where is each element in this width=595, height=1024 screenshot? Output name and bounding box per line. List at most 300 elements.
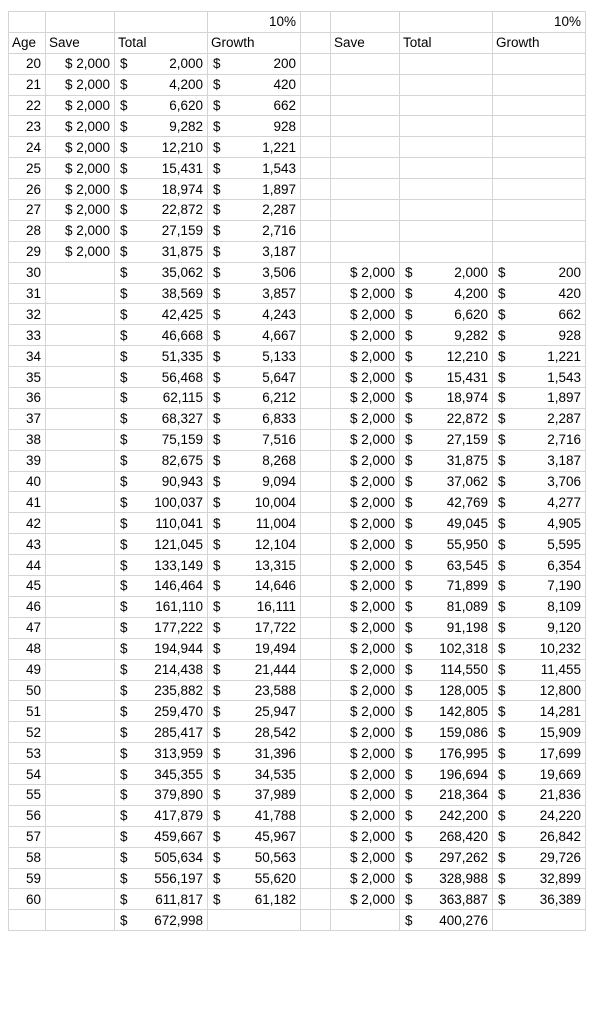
growth-cell[interactable] [208,680,301,701]
save-cell-2[interactable]: $ 2,000 [331,534,400,555]
spacer-cell[interactable] [301,555,331,576]
age-cell[interactable]: 52 [9,722,46,743]
age-cell[interactable]: 51 [9,701,46,722]
rate-label-left[interactable]: 10% [208,12,301,33]
spacer-cell[interactable] [301,325,331,346]
total-cell-2[interactable] [400,116,493,137]
total-cell-2[interactable] [400,137,493,158]
spacer-cell[interactable] [301,95,331,116]
age-cell[interactable]: 59 [9,868,46,889]
spacer-cell[interactable] [301,471,331,492]
spacer-cell[interactable] [301,74,331,95]
total-cell-2[interactable] [400,889,493,910]
growth-cell[interactable] [208,576,301,597]
total-cell[interactable] [115,408,208,429]
age-cell[interactable]: 24 [9,137,46,158]
growth-cell-2[interactable] [493,346,586,367]
growth-cell[interactable] [208,555,301,576]
age-cell[interactable]: 50 [9,680,46,701]
save-cell[interactable] [46,304,115,325]
save-cell[interactable] [46,367,115,388]
growth-cell-2[interactable] [493,722,586,743]
age-cell[interactable]: 30 [9,262,46,283]
growth-cell-2[interactable] [493,617,586,638]
save-cell[interactable] [46,680,115,701]
spacer-cell[interactable] [301,241,331,262]
age-cell[interactable]: 32 [9,304,46,325]
total-cell-2[interactable] [400,471,493,492]
growth-cell-2[interactable] [493,241,586,262]
spacer-cell[interactable] [301,617,331,638]
total-cell[interactable] [115,889,208,910]
final-total-left[interactable] [115,910,208,931]
age-cell[interactable]: 49 [9,659,46,680]
age-cell[interactable]: 26 [9,179,46,200]
total-cell[interactable] [115,784,208,805]
growth-cell-2[interactable] [493,576,586,597]
age-cell[interactable]: 21 [9,74,46,95]
save-cell-2[interactable] [331,220,400,241]
save-cell-2[interactable]: $ 2,000 [331,784,400,805]
spacer-cell[interactable] [301,513,331,534]
save-cell[interactable] [46,617,115,638]
save-cell[interactable] [46,325,115,346]
growth-cell-2[interactable] [493,304,586,325]
spacer-cell[interactable] [301,429,331,450]
save-cell-2[interactable]: $ 2,000 [331,638,400,659]
growth-cell[interactable] [208,283,301,304]
total-cell-2[interactable] [400,304,493,325]
spacer-cell[interactable] [301,220,331,241]
growth-cell-2[interactable] [493,784,586,805]
spacer-cell[interactable] [301,576,331,597]
save-cell-2[interactable] [331,74,400,95]
age-cell[interactable]: 53 [9,743,46,764]
header-total[interactable]: Total [115,32,208,53]
growth-cell-2[interactable] [493,367,586,388]
total-cell[interactable] [115,555,208,576]
total-cell[interactable] [115,764,208,785]
save-cell[interactable] [46,492,115,513]
save-cell[interactable] [46,346,115,367]
empty-cell[interactable] [208,910,301,931]
save-cell-2[interactable]: $ 2,000 [331,408,400,429]
growth-cell[interactable] [208,889,301,910]
growth-cell[interactable] [208,450,301,471]
spacer-cell[interactable] [301,408,331,429]
total-cell-2[interactable] [400,534,493,555]
save-cell[interactable] [46,805,115,826]
total-cell[interactable] [115,325,208,346]
save-cell[interactable]: $ 2,000 [46,200,115,221]
growth-cell[interactable] [208,743,301,764]
save-cell-2[interactable] [331,95,400,116]
growth-cell-2[interactable] [493,450,586,471]
total-cell-2[interactable] [400,722,493,743]
growth-cell-2[interactable] [493,680,586,701]
growth-cell-2[interactable] [493,638,586,659]
save-cell-2[interactable] [331,116,400,137]
save-cell-2[interactable]: $ 2,000 [331,889,400,910]
growth-cell[interactable] [208,200,301,221]
total-cell[interactable] [115,53,208,74]
age-cell[interactable]: 42 [9,513,46,534]
growth-cell-2[interactable] [493,74,586,95]
age-cell[interactable]: 56 [9,805,46,826]
total-cell[interactable] [115,701,208,722]
age-cell[interactable]: 60 [9,889,46,910]
save-cell[interactable] [46,576,115,597]
total-cell[interactable] [115,868,208,889]
growth-cell[interactable] [208,53,301,74]
total-cell-2[interactable] [400,555,493,576]
empty-cell[interactable] [493,910,586,931]
growth-cell[interactable] [208,492,301,513]
spacer-cell[interactable] [301,596,331,617]
save-cell[interactable] [46,262,115,283]
save-cell-2[interactable]: $ 2,000 [331,743,400,764]
total-cell[interactable] [115,492,208,513]
total-cell-2[interactable] [400,262,493,283]
total-cell[interactable] [115,450,208,471]
spacer-cell[interactable] [301,158,331,179]
spacer-cell[interactable] [301,283,331,304]
save-cell[interactable] [46,388,115,409]
total-cell[interactable] [115,158,208,179]
save-cell-2[interactable]: $ 2,000 [331,868,400,889]
growth-cell-2[interactable] [493,764,586,785]
save-cell[interactable] [46,701,115,722]
save-cell-2[interactable]: $ 2,000 [331,722,400,743]
growth-cell[interactable] [208,471,301,492]
total-cell-2[interactable] [400,764,493,785]
save-cell[interactable] [46,847,115,868]
save-cell[interactable] [46,596,115,617]
save-cell[interactable]: $ 2,000 [46,179,115,200]
spacer-cell[interactable] [301,805,331,826]
save-cell-2[interactable]: $ 2,000 [331,346,400,367]
growth-cell-2[interactable] [493,743,586,764]
growth-cell[interactable] [208,158,301,179]
total-cell-2[interactable] [400,492,493,513]
growth-cell[interactable] [208,868,301,889]
header-growth-2[interactable]: Growth [493,32,586,53]
total-cell[interactable] [115,471,208,492]
total-cell-2[interactable] [400,784,493,805]
save-cell[interactable] [46,868,115,889]
save-cell-2[interactable]: $ 2,000 [331,680,400,701]
save-cell-2[interactable]: $ 2,000 [331,283,400,304]
age-cell[interactable]: 35 [9,367,46,388]
growth-cell[interactable] [208,638,301,659]
growth-cell[interactable] [208,701,301,722]
spacer-cell[interactable] [301,764,331,785]
growth-cell[interactable] [208,388,301,409]
growth-cell-2[interactable] [493,325,586,346]
growth-cell[interactable] [208,325,301,346]
total-cell[interactable] [115,304,208,325]
growth-cell-2[interactable] [493,868,586,889]
growth-cell[interactable] [208,805,301,826]
total-cell-2[interactable] [400,429,493,450]
age-cell[interactable]: 43 [9,534,46,555]
growth-cell[interactable] [208,95,301,116]
save-cell-2[interactable]: $ 2,000 [331,304,400,325]
age-cell[interactable]: 54 [9,764,46,785]
growth-cell[interactable] [208,764,301,785]
age-cell[interactable]: 37 [9,408,46,429]
age-cell[interactable]: 33 [9,325,46,346]
growth-cell-2[interactable] [493,701,586,722]
save-cell[interactable]: $ 2,000 [46,95,115,116]
save-cell[interactable] [46,513,115,534]
save-cell-2[interactable]: $ 2,000 [331,764,400,785]
total-cell[interactable] [115,388,208,409]
age-cell[interactable]: 28 [9,220,46,241]
save-cell[interactable] [46,889,115,910]
save-cell-2[interactable]: $ 2,000 [331,513,400,534]
growth-cell[interactable] [208,513,301,534]
growth-cell-2[interactable] [493,429,586,450]
total-cell[interactable] [115,116,208,137]
save-cell[interactable] [46,555,115,576]
save-cell-2[interactable]: $ 2,000 [331,701,400,722]
save-cell[interactable] [46,826,115,847]
save-cell-2[interactable] [331,137,400,158]
spacer-cell[interactable] [301,346,331,367]
total-cell-2[interactable] [400,367,493,388]
growth-cell-2[interactable] [493,200,586,221]
age-cell[interactable]: 44 [9,555,46,576]
total-cell[interactable] [115,179,208,200]
growth-cell-2[interactable] [493,889,586,910]
save-cell-2[interactable]: $ 2,000 [331,826,400,847]
spacer-cell[interactable] [301,826,331,847]
save-cell-2[interactable]: $ 2,000 [331,492,400,513]
total-cell[interactable] [115,220,208,241]
save-cell-2[interactable]: $ 2,000 [331,325,400,346]
final-total-right[interactable] [400,910,493,931]
age-cell[interactable]: 41 [9,492,46,513]
total-cell-2[interactable] [400,220,493,241]
growth-cell-2[interactable] [493,847,586,868]
total-cell-2[interactable] [400,659,493,680]
growth-cell-2[interactable] [493,513,586,534]
total-cell[interactable] [115,241,208,262]
growth-cell-2[interactable] [493,116,586,137]
save-cell-2[interactable]: $ 2,000 [331,596,400,617]
age-cell[interactable]: 20 [9,53,46,74]
growth-cell-2[interactable] [493,158,586,179]
growth-cell[interactable] [208,429,301,450]
spacer-cell[interactable] [301,304,331,325]
spacer-cell[interactable] [301,868,331,889]
rate-label-right[interactable]: 10% [493,12,586,33]
save-cell-2[interactable] [331,53,400,74]
growth-cell-2[interactable] [493,534,586,555]
age-cell[interactable]: 48 [9,638,46,659]
spacer-cell[interactable] [301,450,331,471]
total-cell-2[interactable] [400,408,493,429]
growth-cell-2[interactable] [493,137,586,158]
spacer-cell[interactable] [301,659,331,680]
spacer-cell[interactable] [301,743,331,764]
save-cell-2[interactable]: $ 2,000 [331,262,400,283]
age-cell[interactable]: 29 [9,241,46,262]
total-cell[interactable] [115,659,208,680]
growth-cell-2[interactable] [493,179,586,200]
spacer-cell[interactable] [301,722,331,743]
growth-cell[interactable] [208,346,301,367]
total-cell-2[interactable] [400,617,493,638]
save-cell[interactable] [46,471,115,492]
save-cell[interactable]: $ 2,000 [46,116,115,137]
save-cell[interactable]: $ 2,000 [46,53,115,74]
growth-cell[interactable] [208,534,301,555]
growth-cell-2[interactable] [493,471,586,492]
total-cell-2[interactable] [400,596,493,617]
growth-cell-2[interactable] [493,95,586,116]
age-cell[interactable]: 46 [9,596,46,617]
spacer-cell[interactable] [301,137,331,158]
growth-cell-2[interactable] [493,659,586,680]
age-cell[interactable]: 55 [9,784,46,805]
header-growth[interactable]: Growth [208,32,301,53]
total-cell[interactable] [115,596,208,617]
total-cell[interactable] [115,137,208,158]
growth-cell[interactable] [208,784,301,805]
save-cell[interactable]: $ 2,000 [46,220,115,241]
total-cell-2[interactable] [400,179,493,200]
spacer-cell[interactable] [301,179,331,200]
age-cell[interactable]: 27 [9,200,46,221]
total-cell[interactable] [115,429,208,450]
growth-cell[interactable] [208,262,301,283]
total-cell-2[interactable] [400,743,493,764]
total-cell[interactable] [115,680,208,701]
total-cell[interactable] [115,743,208,764]
save-cell-2[interactable]: $ 2,000 [331,471,400,492]
spacer-cell[interactable] [301,889,331,910]
total-cell-2[interactable] [400,388,493,409]
spacer-cell[interactable] [301,680,331,701]
save-cell[interactable] [46,283,115,304]
age-cell[interactable]: 45 [9,576,46,597]
header-save-2[interactable]: Save [331,32,400,53]
total-cell-2[interactable] [400,346,493,367]
growth-cell-2[interactable] [493,805,586,826]
total-cell-2[interactable] [400,53,493,74]
save-cell[interactable] [46,638,115,659]
save-cell[interactable]: $ 2,000 [46,241,115,262]
save-cell-2[interactable]: $ 2,000 [331,367,400,388]
age-cell[interactable]: 34 [9,346,46,367]
total-cell[interactable] [115,74,208,95]
save-cell-2[interactable]: $ 2,000 [331,388,400,409]
growth-cell[interactable] [208,74,301,95]
growth-cell[interactable] [208,617,301,638]
total-cell[interactable] [115,576,208,597]
save-cell[interactable] [46,743,115,764]
total-cell[interactable] [115,200,208,221]
growth-cell[interactable] [208,367,301,388]
total-cell-2[interactable] [400,241,493,262]
save-cell-2[interactable]: $ 2,000 [331,805,400,826]
save-cell-2[interactable]: $ 2,000 [331,429,400,450]
age-cell[interactable]: 38 [9,429,46,450]
age-cell[interactable]: 57 [9,826,46,847]
age-cell[interactable]: 47 [9,617,46,638]
spacer-cell[interactable] [301,847,331,868]
growth-cell-2[interactable] [493,408,586,429]
header-save[interactable]: Save [46,32,115,53]
total-cell[interactable] [115,283,208,304]
total-cell-2[interactable] [400,680,493,701]
age-cell[interactable]: 58 [9,847,46,868]
save-cell-2[interactable]: $ 2,000 [331,450,400,471]
total-cell[interactable] [115,513,208,534]
total-cell[interactable] [115,367,208,388]
total-cell-2[interactable] [400,95,493,116]
total-cell[interactable] [115,617,208,638]
total-cell-2[interactable] [400,74,493,95]
growth-cell-2[interactable] [493,555,586,576]
total-cell-2[interactable] [400,847,493,868]
save-cell[interactable] [46,659,115,680]
total-cell-2[interactable] [400,283,493,304]
save-cell-2[interactable]: $ 2,000 [331,555,400,576]
total-cell[interactable] [115,262,208,283]
save-cell-2[interactable]: $ 2,000 [331,847,400,868]
save-cell-2[interactable]: $ 2,000 [331,617,400,638]
header-total-2[interactable]: Total [400,32,493,53]
save-cell[interactable]: $ 2,000 [46,74,115,95]
total-cell-2[interactable] [400,200,493,221]
spacer-cell[interactable] [301,200,331,221]
spacer-cell[interactable] [301,784,331,805]
growth-cell[interactable] [208,116,301,137]
save-cell-2[interactable] [331,158,400,179]
total-cell-2[interactable] [400,158,493,179]
header-age[interactable]: Age [9,32,46,53]
growth-cell[interactable] [208,137,301,158]
save-cell-2[interactable]: $ 2,000 [331,576,400,597]
spacer-cell[interactable] [301,388,331,409]
save-cell[interactable] [46,534,115,555]
save-cell-2[interactable]: $ 2,000 [331,659,400,680]
spacer-cell[interactable] [301,367,331,388]
total-cell-2[interactable] [400,805,493,826]
save-cell[interactable] [46,429,115,450]
save-cell[interactable]: $ 2,000 [46,137,115,158]
growth-cell[interactable] [208,659,301,680]
total-cell-2[interactable] [400,868,493,889]
age-cell[interactable]: 25 [9,158,46,179]
save-cell-2[interactable] [331,200,400,221]
total-cell-2[interactable] [400,701,493,722]
total-cell-2[interactable] [400,638,493,659]
age-cell[interactable]: 23 [9,116,46,137]
growth-cell[interactable] [208,179,301,200]
spacer-cell[interactable] [301,701,331,722]
save-cell[interactable] [46,408,115,429]
growth-cell-2[interactable] [493,283,586,304]
growth-cell[interactable] [208,220,301,241]
save-cell-2[interactable] [331,179,400,200]
growth-cell-2[interactable] [493,53,586,74]
total-cell[interactable] [115,638,208,659]
growth-cell[interactable] [208,408,301,429]
